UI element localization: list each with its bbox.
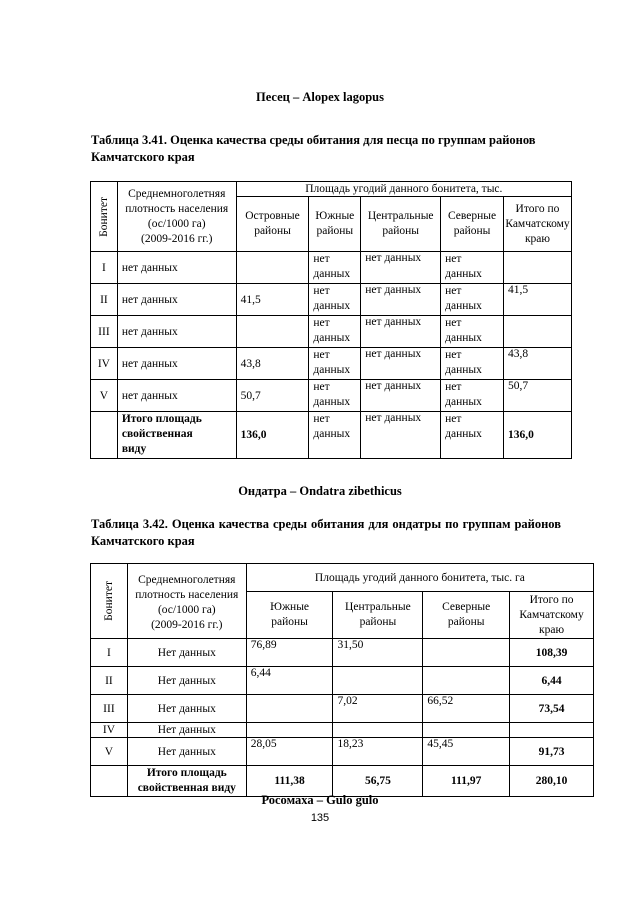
table-row: I нет данных нет данных нет данных нет данных: [91, 252, 572, 284]
header-south: Южные районы: [309, 197, 361, 252]
section-heading-wolverine: Росомаха – Gulo gulo: [261, 793, 379, 807]
header-island: Островные районы: [236, 197, 309, 252]
caption-line-2: Камчатского края: [91, 150, 195, 164]
table-total-row: Итого площадь свойственная виду 111,38 56,75 111,97 280,10: [91, 766, 594, 797]
table-row: V Нет данных 28,05 18,23 45,45 91,73: [91, 738, 594, 766]
table-header-row: [91, 564, 594, 592]
table-row: II нет данных 41,5 нет данных нет данных нет данных 41,5: [91, 284, 572, 316]
table-muskrat: [90, 563, 594, 797]
header-total: Итого по Камчатскому краю: [503, 197, 571, 252]
table-header-row: [91, 182, 572, 197]
table-row: III Нет данных 7,02 66,52 73,54: [91, 695, 594, 723]
table-total-row: Итого площадь свойственная виду 136,0 нет данных нет данных нет данных 136,0: [91, 412, 572, 459]
caption-line-1: Таблица 3.41. Оценка качества среды обитания для песца по группам районов: [91, 133, 536, 147]
header-bonitet: Бонитет: [91, 182, 118, 252]
header-total: Итого по Камчатскому краю: [510, 592, 594, 639]
table-row: IV нет данных 43,8 нет данных нет данных нет данных 43,8: [91, 348, 572, 380]
header-area: Площадь угодий данного бонитета, тыс. га: [246, 564, 593, 592]
caption-line-1: Таблица 3.42. Оценка качества среды обитания для ондатры по группам районов: [91, 517, 561, 531]
header-density: Среднемноголетняя плотность населения (ос/1000 га) (2009-2016 гг.): [117, 182, 236, 252]
header-south: Южные районы: [246, 592, 333, 639]
page-number: 135: [310, 812, 330, 824]
table-caption-fox: [91, 132, 561, 166]
header-density: Среднемноголетняя плотность населения (ос/1000 га) (2009-2016 гг.): [127, 564, 246, 639]
section-heading-muskrat: Ондатра – Ondatra zibethicus: [238, 484, 402, 498]
header-central: Центральные районы: [333, 592, 423, 639]
header-area: Площадь угодий данного бонитета, тыс.: [236, 182, 571, 197]
header-bonitet: Бонитет: [91, 564, 128, 639]
table-row: I Нет данных 76,89 31,50 108,39: [91, 639, 594, 667]
header-north: Северные районы: [423, 592, 510, 639]
section-heading-fox: Песец – Alopex lagopus: [256, 90, 384, 104]
table-row: IV Нет данных: [91, 723, 594, 738]
table-row: V нет данных 50,7 нет данных нет данных нет данных 50,7: [91, 380, 572, 412]
table-caption-muskrat: [91, 516, 561, 550]
table-row: III нет данных нет данных нет данных нет данных: [91, 316, 572, 348]
table-fox: [90, 181, 572, 459]
header-north: Северные районы: [441, 197, 504, 252]
header-central: Центральные районы: [361, 197, 441, 252]
table-row: II Нет данных 6,44 6,44: [91, 667, 594, 695]
caption-line-2: Камчатского края: [91, 534, 195, 548]
